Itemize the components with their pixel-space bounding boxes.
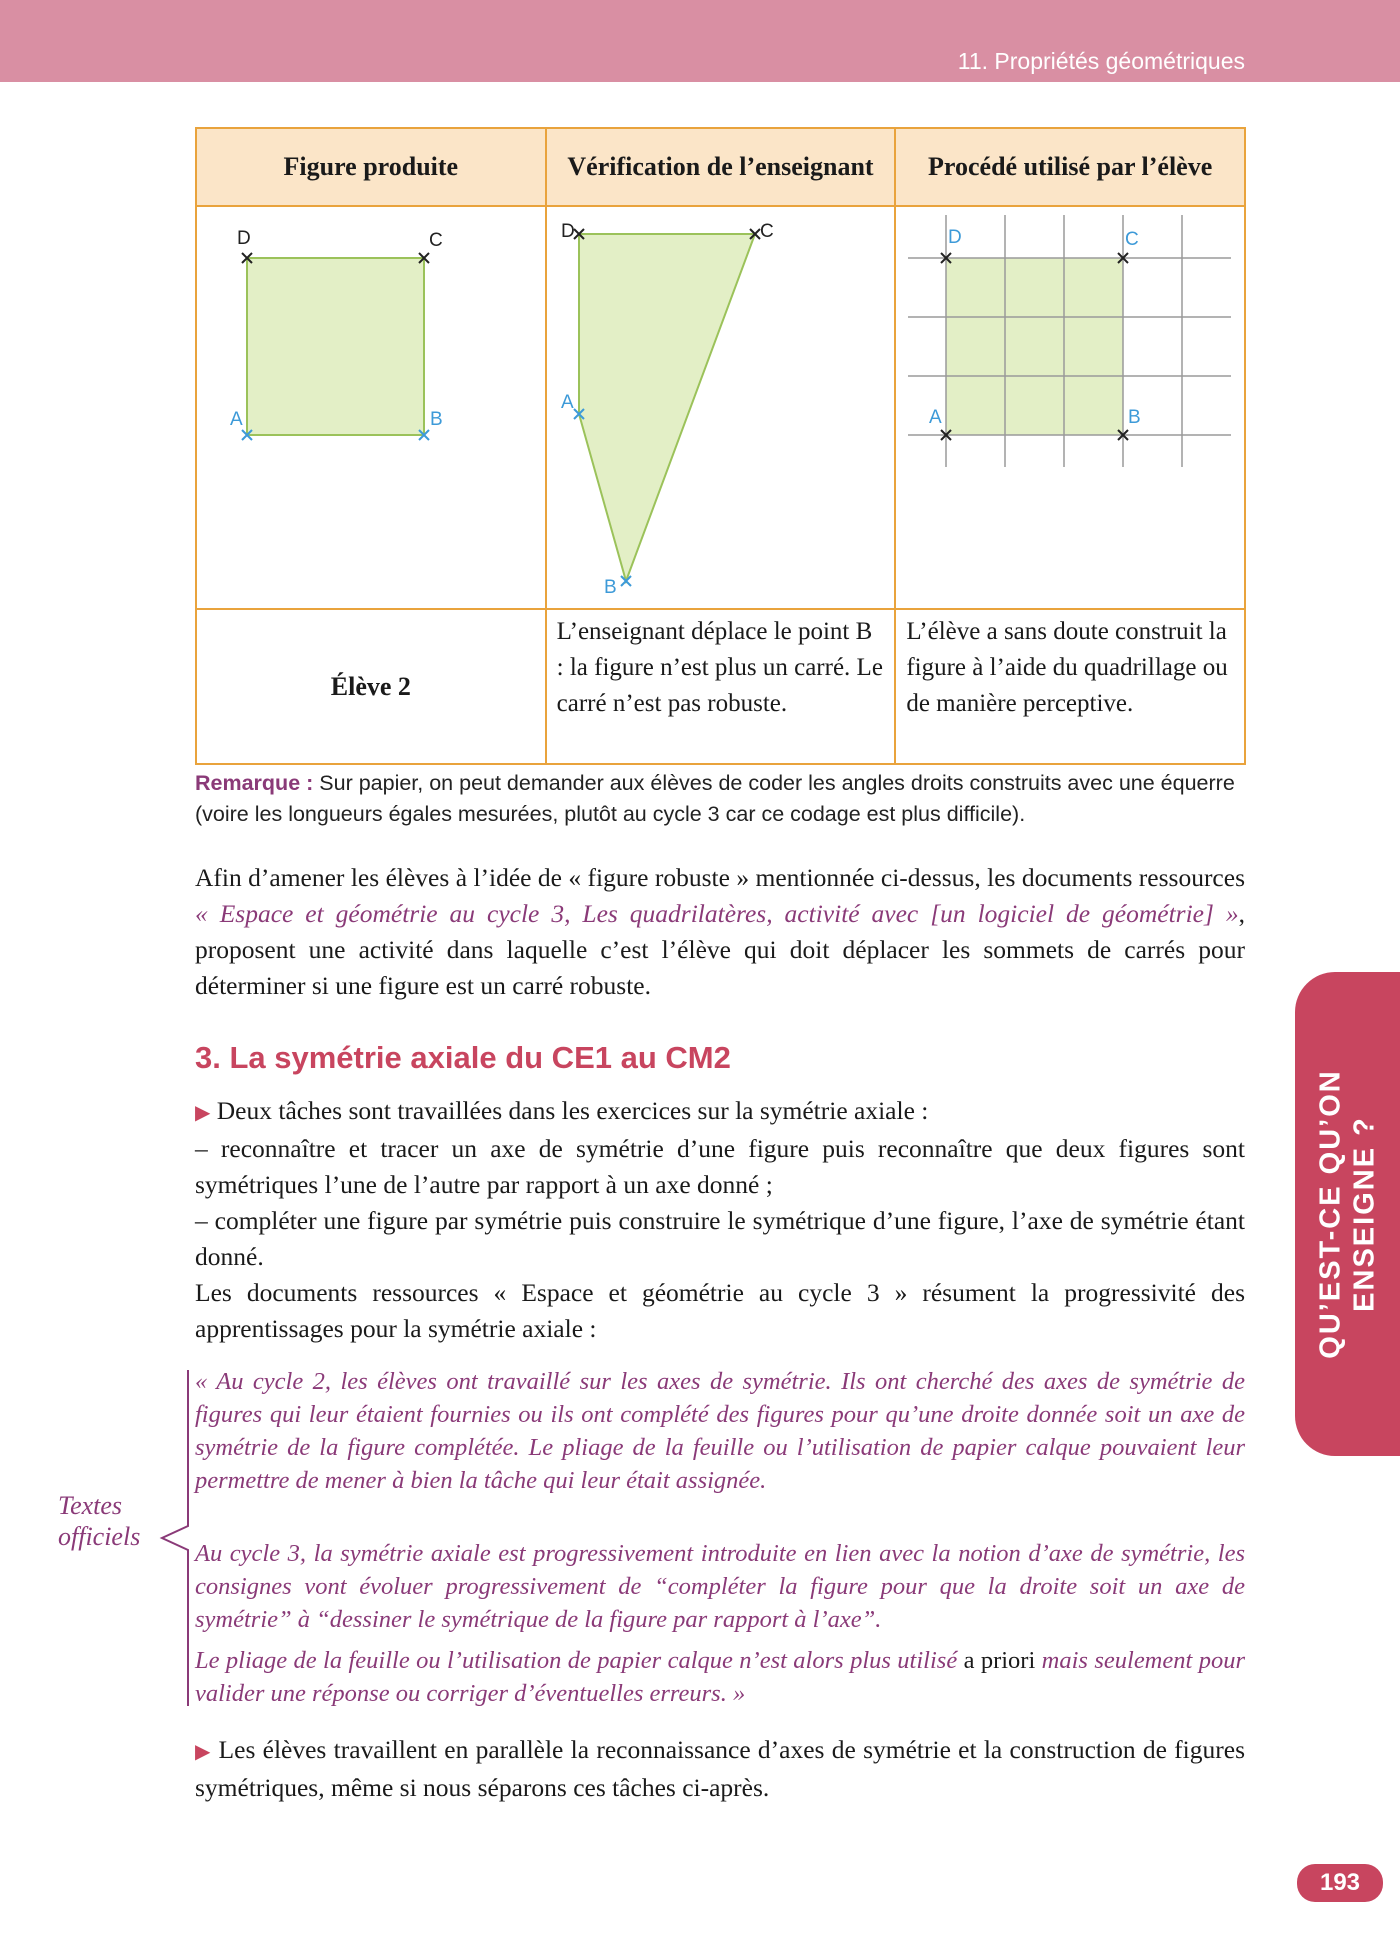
body-l2: – reconnaître et tracer un axe de symétrie d’une figure puis reconnaître que deux figures sont symétriques l’une de l’autre par rapport à un axe donné ; — [195, 1134, 1245, 1199]
intro-citation: « Espace et géométrie au cycle 3, Les quadrilatères, activité avec [un logiciel de géométrie] » — [195, 899, 1239, 928]
body-l4: Les documents ressources « Espace et géométrie au cycle 3 » résument la progressivité des apprentissages pour la symétrie axiale : — [195, 1278, 1245, 1343]
grid-figure-svg — [896, 207, 1245, 608]
procede-text: L’élève a sans doute construit la figure à l’aide du quadrillage ou de manière perceptive. — [895, 609, 1245, 764]
remark-label: Remarque : — [195, 771, 314, 795]
body-line-1 — [195, 1093, 1245, 1131]
header-figure: Figure produite — [196, 128, 546, 206]
label-d: D — [560, 221, 575, 242]
figure-square — [196, 206, 546, 609]
closing-text: Les élèves travaillent en parallèle la reconnaissance d’axes de symétrie et la construction de figures symétriques, même si nous séparons ces tâches ci-après. — [195, 1735, 1245, 1802]
body-l3: – compléter une figure par symétrie puis construire le symétrique d’une figure, l’axe de symétrie étant donné. — [195, 1206, 1245, 1271]
label-c: C — [759, 221, 774, 242]
figure-deformed — [546, 206, 896, 609]
verification-text: L’enseignant déplace le point B : la figure n’est plus un carré. Le carré n’est pas robuste. — [546, 609, 896, 764]
page-number: 193 — [1297, 1864, 1383, 1902]
quote-3c: mais seulement pour valider une réponse ou corriger d’éventuelles erreurs. » — [195, 1647, 1245, 1707]
label-b: B — [430, 409, 443, 430]
header-verification: Vérification de l’enseignant — [546, 128, 896, 206]
comparison-table — [195, 127, 1246, 765]
label-d: D — [237, 228, 251, 249]
side-label-1: Textes — [58, 1491, 123, 1520]
quote-2: Au cycle 3, la symétrie axiale est progressivement introduite en lien avec la notion d’axe de symétrie, les consignes vont évoluer progressivement de “compléter la figure pour que la droite soit un axe de symétrie” à “dessiner le symétrique de la figure par rapport à l’axe”. — [195, 1540, 1245, 1633]
body-text — [195, 1093, 1245, 1347]
quote-3 — [195, 1644, 1245, 1710]
figure-grid — [895, 206, 1245, 609]
label-b: B — [1128, 407, 1141, 428]
label-c: C — [429, 230, 443, 251]
section-heading: 3. La symétrie axiale du CE1 au CM2 — [195, 1040, 731, 1075]
chapter-title: 11. Propriétés géométriques — [957, 48, 1245, 74]
remark-note — [195, 768, 1250, 830]
quote-1: « Au cycle 2, les élèves ont travaillé sur les axes de symétrie. Ils ont cherché des axes de symétrie de figures qui leur étaient fournies ou ils ont complété des figures pour qu’une droite donnée soit un axe de symétrie de la figure complétée. Le pliage de la feuille ou l’utilisation de papier calque pouvaient leur permettre de mener à bien la tâche qui leur était assignée. — [195, 1368, 1245, 1494]
quote-3b: a priori — [963, 1647, 1036, 1674]
header-procede: Procédé utilisé par l’élève — [895, 128, 1245, 206]
body-l1: Deux tâches sont travaillées dans les exercices sur la symétrie axiale : — [210, 1096, 929, 1125]
square-figure-svg — [197, 207, 546, 608]
side-tab-line-2: ENSEIGNE ? — [1348, 1116, 1381, 1312]
bullet-arrow-icon: ▶ — [195, 1102, 211, 1124]
quote-3a: Le pliage de la feuille ou l’utilisation de papier calque n’est alors plus utilisé — [195, 1647, 964, 1674]
label-a: A — [560, 392, 574, 413]
side-label — [58, 1490, 140, 1552]
label-a: A — [230, 409, 243, 430]
label-b: B — [603, 577, 617, 598]
remark-text: Sur papier, on peut demander aux élèves de coder les angles droits construits avec une équerre (voire les longueurs égales mesurées, plutôt au cycle 3 car ce codage est plus difficile). — [195, 771, 1235, 826]
intro-text-end: , proposent une activité dans laquelle c’est l’élève qui doit déplacer les sommets de carrés pour déterminer si une figure est un carré robuste. — [195, 899, 1245, 1000]
row-label: Élève 2 — [196, 609, 546, 764]
side-tab-line-1: QU’EST-CE QU’ON — [1314, 1069, 1347, 1359]
side-tab-text — [1295, 972, 1400, 1456]
closing-paragraph — [195, 1732, 1245, 1806]
intro-paragraph — [195, 860, 1245, 1004]
bullet-arrow-icon: ▶ — [195, 1741, 212, 1763]
side-label-2: officiels — [58, 1522, 141, 1551]
label-a: A — [929, 407, 942, 428]
label-d: D — [948, 227, 963, 248]
deformed-figure-svg — [547, 207, 896, 608]
label-c: C — [1125, 229, 1140, 250]
brace-icon — [158, 1368, 194, 1708]
intro-text-start: Afin d’amener les élèves à l’idée de « figure robuste » mentionnée ci-dessus, les documents ressources — [195, 863, 1245, 892]
